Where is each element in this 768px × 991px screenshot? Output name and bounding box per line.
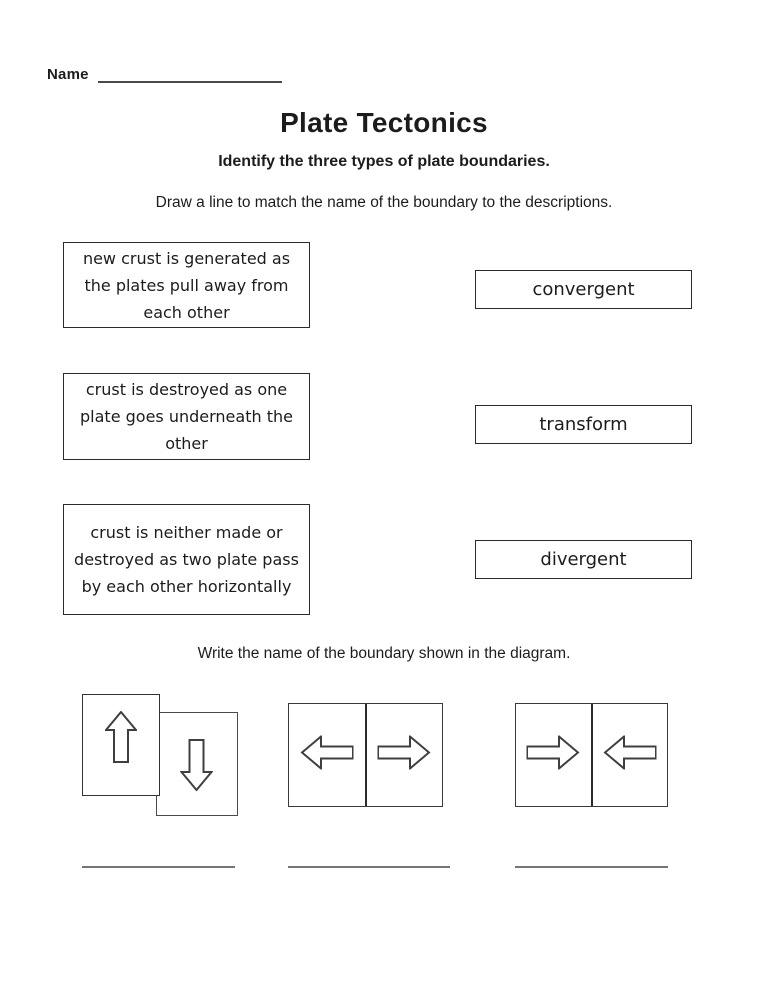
boundary-name-label: convergent: [532, 279, 635, 300]
convergent-boundary-diagram: [515, 703, 668, 807]
plate-cell-left: [516, 704, 591, 806]
name-row: [47, 63, 282, 83]
description-text: new crust is generated as the plates pull away from each other: [82, 248, 291, 322]
plate-cell-right: [593, 704, 668, 806]
right-arrow-icon: [378, 736, 431, 775]
left-arrow-icon: [300, 736, 353, 775]
plate-cell-left: [289, 704, 365, 806]
plate-cell-right: [367, 704, 443, 806]
description-box-transform[interactable]: [63, 504, 310, 615]
answer-line-3[interactable]: [515, 866, 668, 868]
page-title: Plate Tectonics: [280, 107, 488, 138]
boundary-name-label: divergent: [540, 549, 627, 570]
instruction-match: Draw a line to match the name of the boundary to the descriptions.: [155, 194, 613, 211]
description-text: crust is destroyed as one plate goes underneath the other: [80, 380, 293, 453]
name-input-line[interactable]: [98, 63, 282, 83]
description-box-divergent[interactable]: [63, 242, 310, 328]
up-arrow-icon: [105, 711, 137, 763]
description-text: crust is neither made or destroyed as two plate pass by each other horizontally: [74, 523, 299, 596]
instruction-write: Write the name of the boundary shown in the diagram.: [197, 645, 571, 662]
answer-line-1[interactable]: [82, 866, 235, 868]
right-arrow-icon: [527, 736, 580, 775]
boundary-name-box-divergent[interactable]: [475, 540, 692, 579]
divergent-boundary-diagram: [288, 703, 443, 807]
subtitle: Identify the three types of plate boundaries.: [218, 153, 550, 170]
left-arrow-icon: [603, 736, 656, 775]
name-label: Name: [47, 66, 89, 83]
boundary-name-box-transform[interactable]: [475, 405, 692, 444]
description-box-convergent[interactable]: [63, 373, 310, 460]
boundary-name-box-convergent[interactable]: [475, 270, 692, 309]
answer-line-2[interactable]: [288, 866, 450, 868]
boundary-name-label: transform: [539, 414, 628, 435]
down-arrow-icon: [180, 739, 213, 791]
